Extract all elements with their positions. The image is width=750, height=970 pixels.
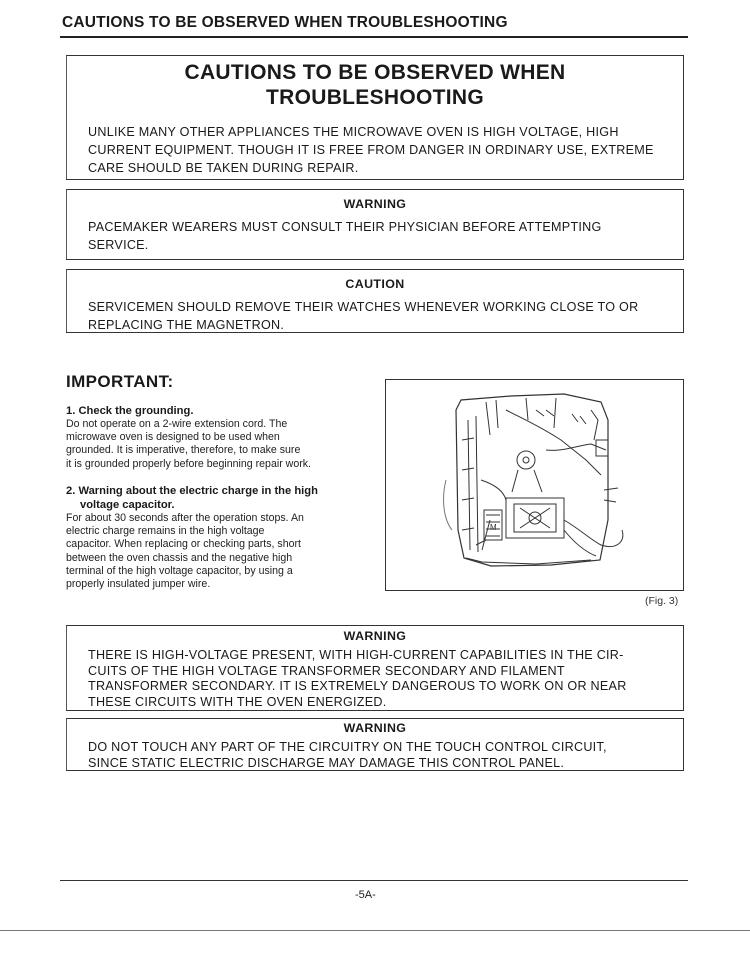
main-title-line-1: CAUTIONS TO BE OBSERVED WHEN [184, 61, 566, 84]
figure-caption: (Fig. 3) [645, 595, 679, 607]
item-1-line-3: grounded. It is imperative, therefore, to make sure [66, 444, 301, 457]
item-1-body [66, 418, 366, 471]
page-number: -5A- [355, 889, 376, 901]
warning-pacemaker-label: WARNING [343, 197, 407, 211]
main-title-line-2: TROUBLESHOOTING [266, 86, 484, 109]
caution-watches-label: CAUTION [345, 277, 405, 291]
caution-watches-text [88, 298, 638, 334]
high-voltage-line-2: CUITS OF THE HIGH VOLTAGE TRANSFORMER SECONDARY AND FILAMENT [88, 663, 565, 678]
main-cautions-text [88, 123, 654, 177]
main-line-3: CARE SHOULD BE TAKEN DURING REPAIR. [88, 161, 359, 175]
item-2-title-line-1: 2. Warning about the electric charge in the high [66, 485, 318, 497]
main-line-2: CURRENT EQUIPMENT. THOUGH IT IS FREE FROM DANGER IN ORDINARY USE, EXTREME [88, 143, 654, 157]
caution-line-1: SERVICEMEN SHOULD REMOVE THEIR WATCHES WHENEVER WORKING CLOSE TO OR [88, 300, 639, 314]
caution-line-2: REPLACING THE MAGNETRON. [88, 318, 285, 332]
important-item-1 [66, 404, 366, 471]
item-1-line-2: microwave oven is designed to be used when [66, 431, 280, 444]
item-1-title: 1. Check the grounding. [66, 405, 194, 417]
header-rule [60, 36, 688, 38]
pacemaker-line-2: SERVICE. [88, 238, 149, 252]
main-line-1: UNLIKE MANY OTHER APPLIANCES THE MICROWAVE OVEN IS HIGH VOLTAGE, HIGH [88, 125, 619, 139]
high-voltage-line-3: TRANSFORMER SECONDARY. IT IS EXTREMELY DANGEROUS TO WORK ON OR NEAR [88, 679, 627, 693]
item-2-title-line-2: voltage capacitor. [80, 499, 175, 511]
item-2-line-3: capacitor. When replacing or checking parts, short [66, 538, 301, 551]
warning-high-voltage-label: WARNING [343, 629, 407, 643]
warning-touch-control-text [88, 740, 607, 771]
warning-pacemaker-box-bottom [66, 259, 684, 260]
item-2-line-2: electric charge remains in the high voltage [66, 525, 265, 538]
important-item-2 [66, 484, 366, 591]
high-voltage-line-1: THERE IS HIGH-VOLTAGE PRESENT, WITH HIGH-CURRENT CAPABILITIES IN THE CIR- [88, 648, 624, 662]
touch-control-line-2: SINCE STATIC ELECTRIC DISCHARGE MAY DAMAGE THIS CONTROL PANEL. [88, 755, 565, 770]
item-1-line-1: Do not operate on a 2-wire extension cord. The [66, 418, 288, 430]
warning-touch-control-label: WARNING [343, 721, 407, 735]
figure-box [385, 379, 684, 591]
scan-bottom-rule [0, 930, 750, 931]
warning-high-voltage-text [88, 648, 627, 710]
page-header-title: CAUTIONS TO BE OBSERVED WHEN TROUBLESHOOTING [62, 14, 508, 31]
high-voltage-line-4: THESE CIRCUITS WITH THE OVEN ENERGIZED. [88, 694, 387, 709]
main-title [75, 60, 675, 110]
svg-text:M: M [490, 523, 497, 532]
item-2-line-5: terminal of the high voltage capacitor, by using a [66, 564, 293, 577]
touch-control-line-1: DO NOT TOUCH ANY PART OF THE CIRCUITRY ON THE TOUCH CONTROL CIRCUIT, [88, 740, 607, 754]
oven-interior-illustration-icon [386, 380, 683, 590]
main-cautions-box-bottom [66, 179, 684, 180]
item-1-line-4: it is grounded properly before beginning repair work. [66, 457, 311, 470]
item-2-line-4: between the oven chassis and the negative high [66, 551, 293, 564]
warning-high-voltage-box-bottom [66, 710, 684, 711]
important-heading: IMPORTANT: [66, 372, 174, 391]
footer-rule [60, 880, 688, 881]
pacemaker-line-1: PACEMAKER WEARERS MUST CONSULT THEIR PHYSICIAN BEFORE ATTEMPTING [88, 220, 602, 234]
warning-pacemaker-text [88, 218, 602, 254]
item-2-line-1: For about 30 seconds after the operation stops. An [66, 512, 304, 524]
item-2-line-6: properly insulated jumper wire. [66, 578, 211, 591]
item-2-body [66, 512, 366, 591]
